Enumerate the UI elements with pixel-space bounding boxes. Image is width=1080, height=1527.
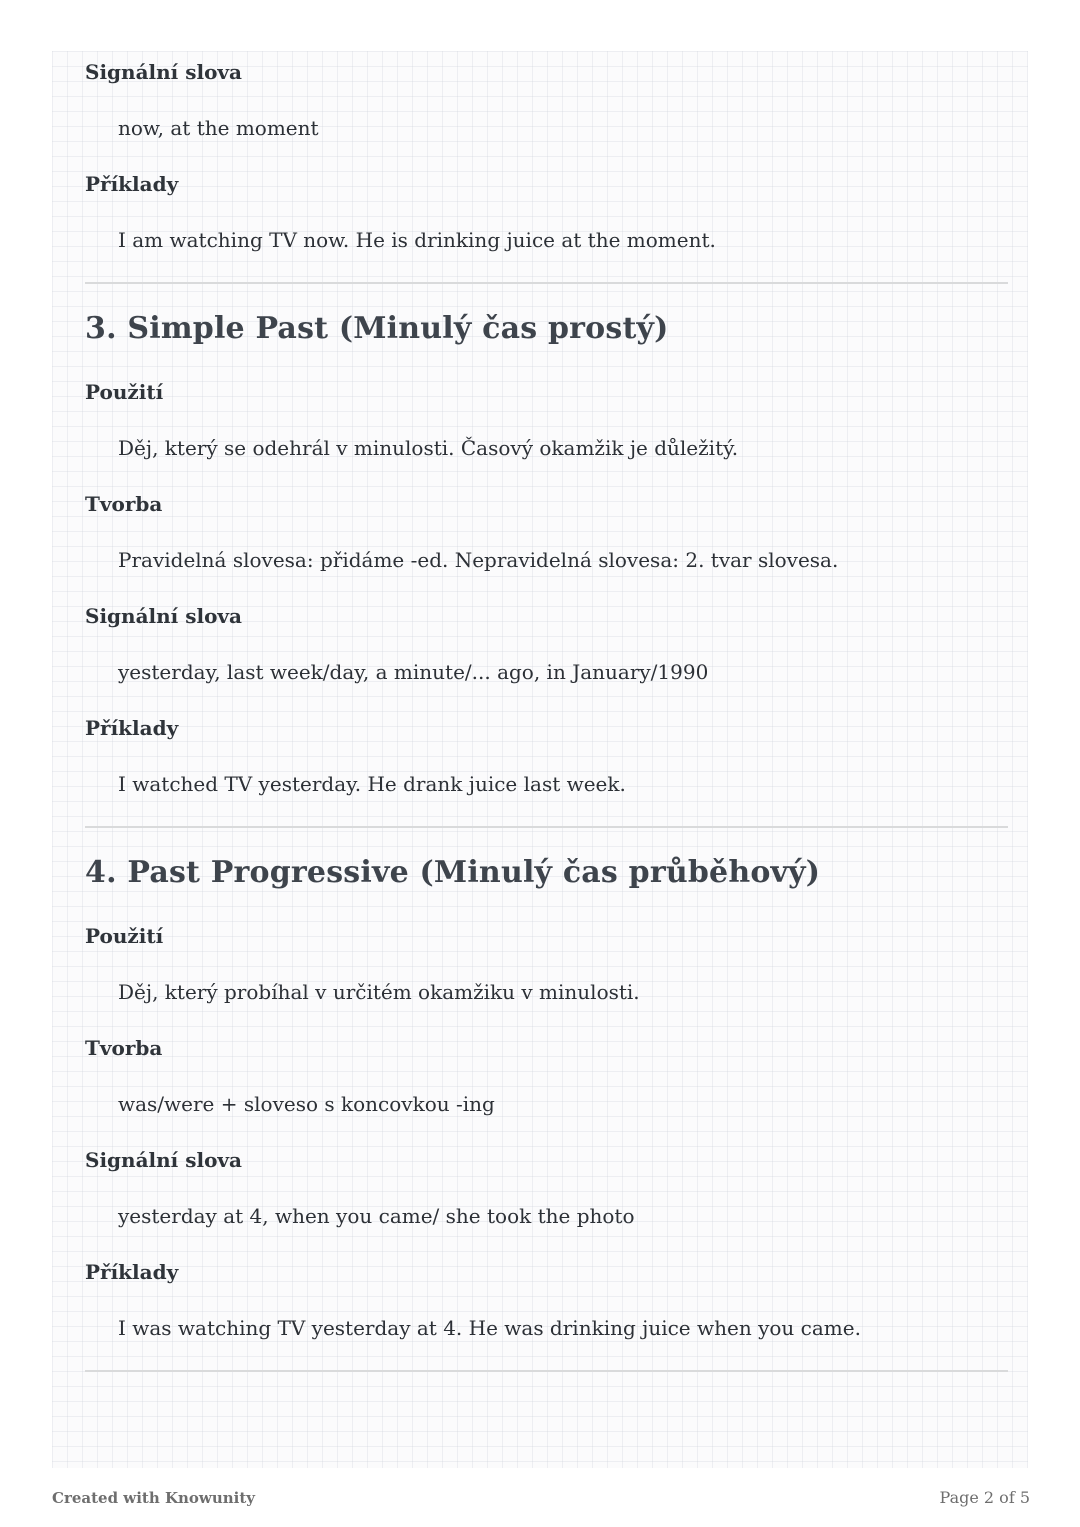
section-title-past-progressive: 4. Past Progressive (Minulý čas průběhový)	[85, 855, 821, 890]
signal-words-label: Signální slova	[85, 604, 243, 628]
examples-label: Příklady	[85, 1260, 179, 1284]
form-label: Tvorba	[85, 492, 163, 516]
created-with-branding: Created with Knowunity	[52, 1489, 255, 1507]
grid-paper-area	[52, 51, 1028, 1468]
form-text: Pravidelná slovesa: přidáme -ed. Nepravidelná slovesa: 2. tvar slovesa.	[118, 548, 839, 572]
usage-text: Děj, který probíhal v určitém okamžiku v minulosti.	[118, 980, 640, 1004]
examples-text: I was watching TV yesterday at 4. He was drinking juice when you came.	[118, 1316, 861, 1340]
form-text: was/were + sloveso s koncovkou -ing	[118, 1092, 495, 1116]
signal-words-text: yesterday, last week/day, a minute/... ago, in January/1990	[118, 660, 709, 684]
examples-label: Příklady	[85, 172, 179, 196]
page-number: Page 2 of 5	[939, 1488, 1030, 1507]
signal-words-label: Signální slova	[85, 60, 243, 84]
section-divider	[85, 1370, 1008, 1372]
usage-label: Použití	[85, 380, 164, 404]
examples-label: Příklady	[85, 716, 179, 740]
signal-words-text: yesterday at 4, when you came/ she took the photo	[118, 1204, 635, 1228]
section-title-simple-past: 3. Simple Past (Minulý čas prostý)	[85, 311, 669, 346]
page-footer	[52, 1488, 1030, 1507]
examples-text: I am watching TV now. He is drinking juice at the moment.	[118, 228, 716, 252]
section-divider	[85, 826, 1008, 828]
form-label: Tvorba	[85, 1036, 163, 1060]
signal-words-label: Signální slova	[85, 1148, 243, 1172]
usage-text: Děj, který se odehrál v minulosti. Časový okamžik je důležitý.	[118, 436, 739, 460]
section-divider	[85, 282, 1008, 284]
signal-words-text: now, at the moment	[118, 116, 319, 140]
examples-text: I watched TV yesterday. He drank juice last week.	[118, 772, 626, 796]
usage-label: Použití	[85, 924, 164, 948]
page-content	[52, 51, 1028, 1372]
